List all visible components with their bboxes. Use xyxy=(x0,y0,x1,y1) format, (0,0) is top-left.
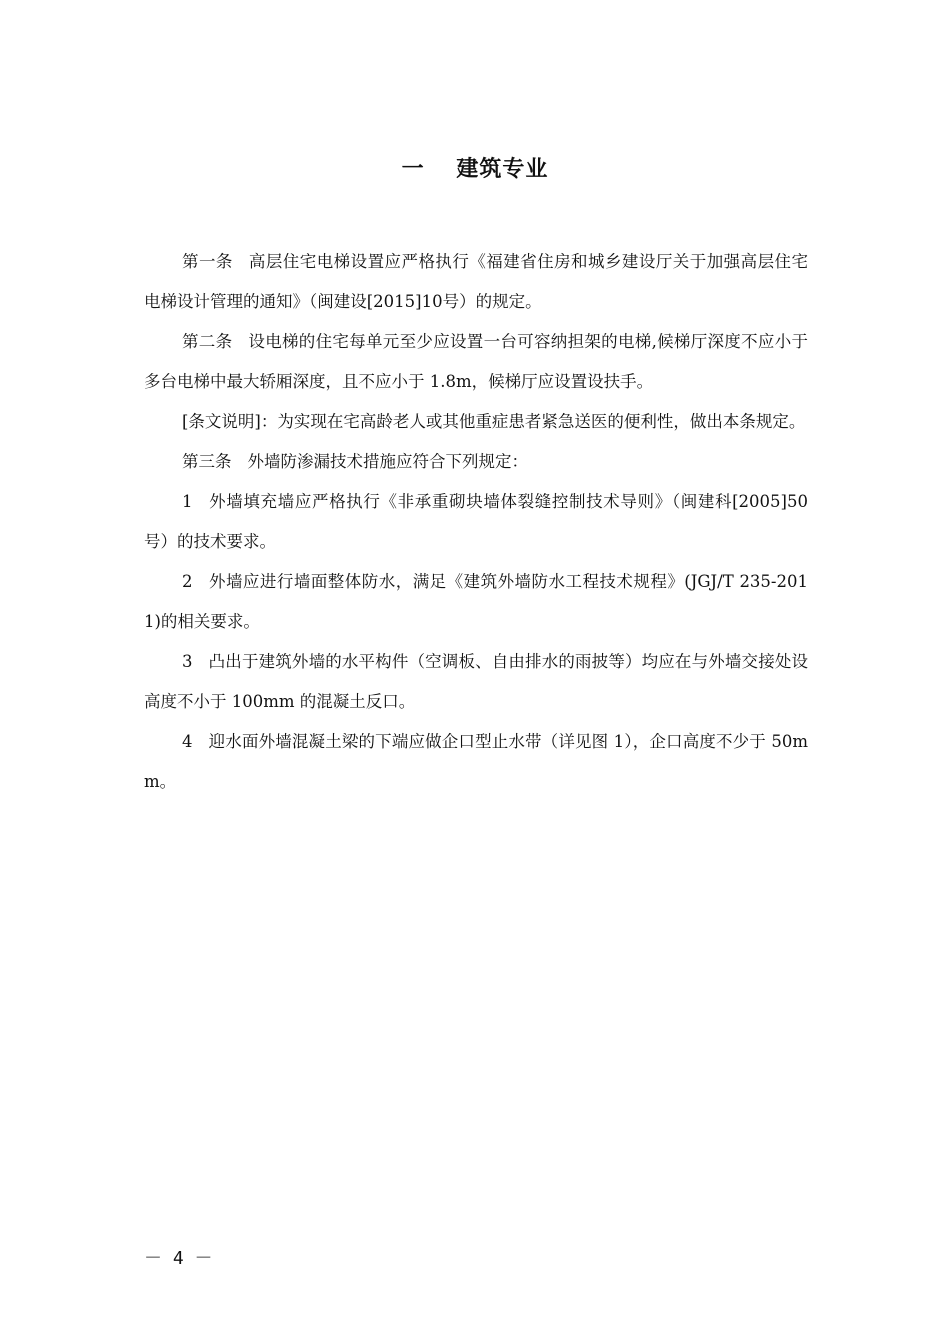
clause-number: 2 xyxy=(182,572,193,591)
article-1 xyxy=(144,242,808,322)
article-2 xyxy=(144,322,808,402)
clause-number: 3 xyxy=(182,652,193,671)
clause-2 xyxy=(144,562,808,642)
article-text: 外墙防渗漏技术措施应符合下列规定： xyxy=(247,452,528,471)
clause-number: 4 xyxy=(182,732,193,751)
article-2-explanation xyxy=(144,402,808,442)
clause-3 xyxy=(144,642,808,722)
article-3 xyxy=(144,442,808,482)
article-number: 第一条 xyxy=(182,252,233,271)
clause-text: 外墙应进行墙面整体防水，满足《建筑外墙防水工程技术规程》(JGJ/T 235-2011)的相关要求。 xyxy=(144,572,808,631)
article-number: 第二条 xyxy=(182,332,233,351)
clause-text: 外墙填充墙应严格执行《非承重砌块墙体裂缝控制技术导则》（闽建科[2005]50号）的技术要求。 xyxy=(144,492,808,551)
article-text: 高层住宅电梯设置应严格执行《福建省住房和城乡建设厅关于加强高层住宅电梯设计管理的通知》（闽建设[2015]10号）的规定。 xyxy=(144,252,809,311)
clause-4 xyxy=(144,722,808,802)
article-number: 第三条 xyxy=(182,452,232,471)
document-body xyxy=(144,242,808,802)
clause-text: 迎水面外墙混凝土梁的下端应做企口型止水带（详见图 1），企口高度不少于 50mm。 xyxy=(144,732,808,791)
explanation-text: [条文说明]：为实现在宅高龄老人或其他重症患者紧急送医的便利性，做出本条规定。 xyxy=(182,412,806,431)
article-text: 设电梯的住宅每单元至少应设置一台可容纳担架的电梯,候梯厅深度不应小于多台电梯中最大轿厢深度，且不应小于 1.8m，候梯厅应设置设扶手。 xyxy=(144,332,809,391)
chapter-title: 一 建筑专业 xyxy=(401,157,549,182)
clause-text: 凸出于建筑外墙的水平构件（空调板、自由排水的雨披等）均应在与外墙交接处设高度不小于 100mm 的混凝土反口。 xyxy=(144,652,808,711)
page-number: － 4 － xyxy=(144,1248,213,1269)
clause-number: 1 xyxy=(182,492,193,511)
clause-1 xyxy=(144,482,808,562)
